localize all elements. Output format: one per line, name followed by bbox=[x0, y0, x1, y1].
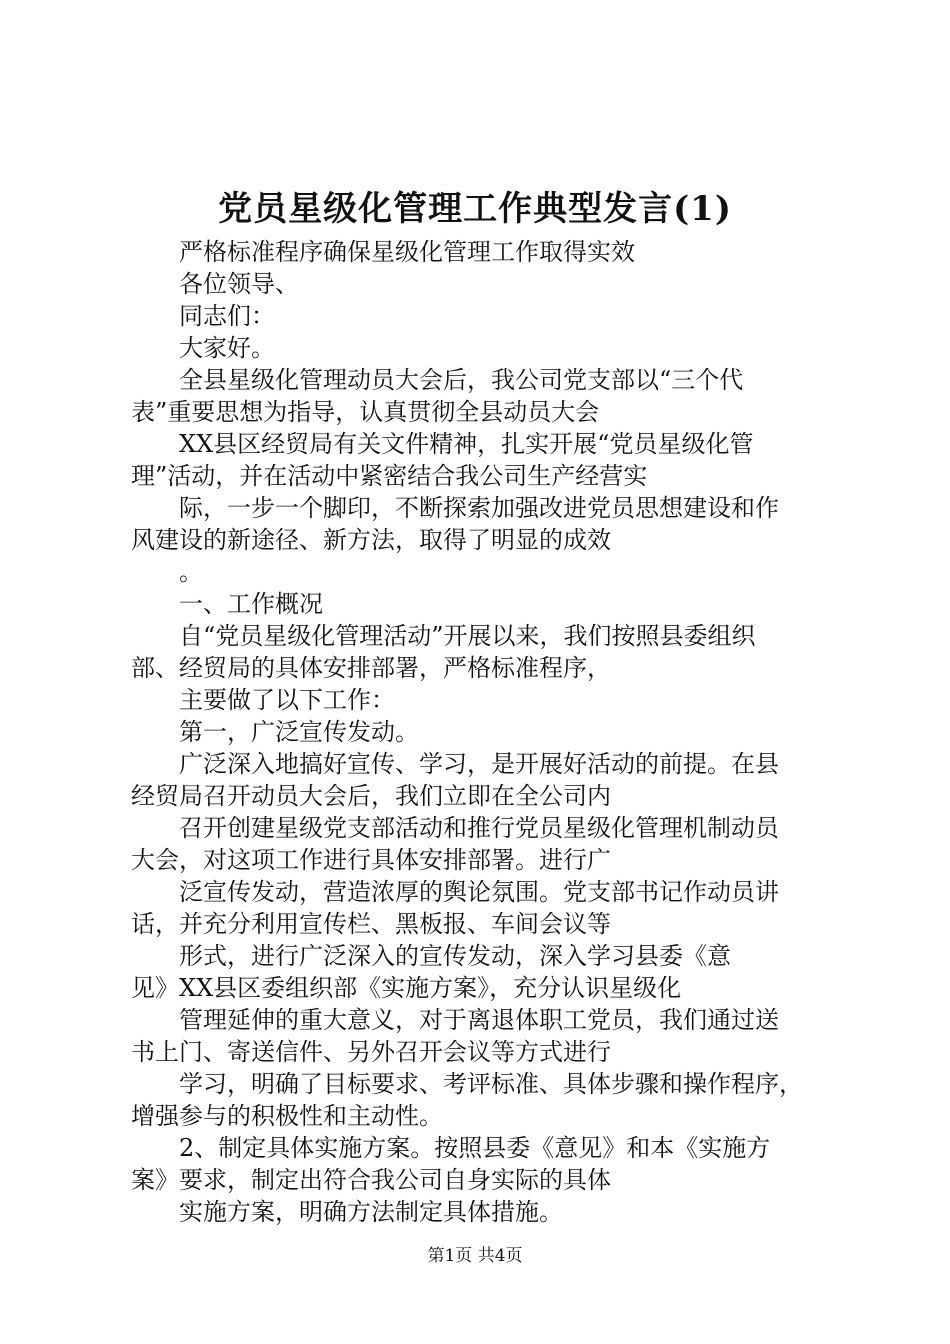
body-line: 书上门、寄送信件、另外召开会议等方式进行 bbox=[131, 1038, 611, 1066]
body-line: 管理延伸的重大意义，对于离退体职工党员，我们通过送 bbox=[179, 1006, 779, 1034]
body-line: 见》XX县区委组织部《实施方案》，充分认识星级化 bbox=[131, 974, 682, 1002]
body-line: 风建设的新途径、新方法，取得了明显的成效 bbox=[131, 526, 611, 554]
body-line: 召开创建星级党支部活动和推行党员星级化管理机制动员 bbox=[179, 814, 779, 842]
body-line: 泛宣传发动，营造浓厚的舆论氛围。党支部书记作动员讲 bbox=[179, 878, 779, 906]
body-line: 部、经贸局的具体安排部署，严格标准程序， bbox=[131, 654, 611, 682]
body-line: 自“党员星级化管理活动”开展以来，我们按照县委组织 bbox=[179, 622, 756, 650]
body-line: 同志们： bbox=[179, 302, 275, 330]
body-line: 形式，进行广泛深入的宣传发动，深入学习县委《意 bbox=[179, 942, 731, 970]
page-footer: 第1页 共4页 bbox=[427, 1246, 523, 1266]
body-line: 主要做了以下工作： bbox=[179, 686, 395, 714]
body-line: 增强参与的积极性和主动性。 bbox=[131, 1102, 443, 1130]
body-line: 大会，对这项工作进行具体安排部署。进行广 bbox=[131, 846, 611, 874]
body-line: 严格标准程序确保星级化管理工作取得实效 bbox=[179, 238, 635, 266]
body-line: XX县区经贸局有关文件精神，扎实开展“党员星级化管 bbox=[179, 430, 754, 458]
body-line: 。 bbox=[179, 558, 203, 586]
body-line: 话，并充分利用宣传栏、黑板报、车间会议等 bbox=[131, 910, 611, 938]
body-line: 各位领导、 bbox=[179, 270, 299, 298]
body-line: 案》要求，制定出符合我公司自身实际的具体 bbox=[131, 1166, 611, 1194]
body-line: 学习，明确了目标要求、考评标准、具体步骤和操作程序， bbox=[179, 1070, 803, 1098]
subsection-heading: 第一，广泛宣传发动。 bbox=[179, 718, 419, 746]
body-line: 实施方案，明确方法制定具体措施。 bbox=[179, 1198, 563, 1226]
body-line: 理”活动，并在活动中紧密结合我公司生产经营实 bbox=[131, 462, 648, 490]
body-line: 2、制定具体实施方案。按照县委《意见》和本《实施方 bbox=[179, 1134, 771, 1162]
body-line: 大家好。 bbox=[179, 334, 275, 362]
body-line: 全县星级化管理动员大会后，我公司党支部以“三个代 bbox=[179, 366, 744, 394]
body-line: 广泛深入地搞好宣传、学习，是开展好活动的前提。在县 bbox=[179, 750, 779, 778]
document-body bbox=[131, 236, 841, 1228]
body-line: 表”重要思想为指导，认真贯彻全县动员大会 bbox=[131, 398, 600, 426]
body-line: 际，一步一个脚印，不断探索加强改进党员思想建设和作 bbox=[179, 494, 779, 522]
section-heading: 一、工作概况 bbox=[179, 590, 323, 618]
body-line: 经贸局召开动员大会后，我们立即在全公司内 bbox=[131, 782, 611, 810]
page-title: 党员星级化管理工作典型发言(1) bbox=[218, 189, 732, 229]
